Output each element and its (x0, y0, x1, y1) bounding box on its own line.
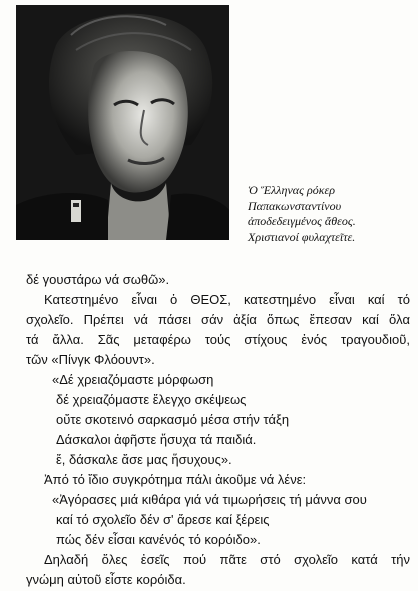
body-line: Κατεστημένο εἶναι ὁ ΘΕΟΣ, κατεστημένο εἶναι καί τό (44, 292, 410, 307)
quote-line: οὔτε σκοτεινό σαρκασμό μέσα στήν τάξη (56, 412, 290, 427)
body-line: σχολεῖο. Πρέπει νά πάσει σάν ἀξία ὅπως ἔπεσαν καί ὅλα (26, 312, 410, 327)
quote-line: πώς δέν εἶσαι κανένός τό κορόιδο». (56, 532, 261, 547)
body-line: Δηλαδή ὅλες ἐσεῖς πού πᾶτε στό σχολεῖο κατά τήν (44, 552, 410, 567)
caption-line: Παπακωνσταντίνου (248, 198, 342, 213)
quote-line: «Δέ χρειαζόμαστε μόρφωση (52, 372, 214, 387)
body-line: Ἀπό τό ἴδιο συγκρότημα πάλι ἀκοῦμε νά λένε: (44, 472, 307, 487)
portrait-photo-icon (16, 5, 229, 240)
portrait-photo (16, 5, 229, 240)
quote-line: Δάσκαλοι ἀφῆστε ἥσυχα τά παιδιά. (56, 432, 257, 447)
quote-line: ἔ, δάσκαλε ἄσε μας ἥσυχους». (56, 452, 232, 467)
caption-line: Χριστιανοί φυλαχτεῖτε. (248, 229, 356, 244)
body-line: δέ γουστάρω νά σωθῶ». (26, 272, 170, 287)
quote-line: «Ἀγόρασες μιά κιθάρα γιά νά τιμωρήσεις τή μάννα σου (52, 492, 367, 507)
body-line: τῶν «Πίνγκ Φλόουντ». (26, 352, 155, 367)
quote-line: καί τό σχολεῖο δέν σ' ἄρεσε καί ξέρεις (56, 512, 270, 527)
body-line: γνώμη αὐτοῦ εἶστε κορόιδα. (26, 572, 186, 587)
caption-line: ἀποδεδειγμένος ἄθεος. (248, 214, 356, 228)
quote-line: δέ χρειαζόμαστε ἔλεγχο σκέψεως (56, 392, 247, 407)
caption-line: Ὁ Ἕλληνας ρόκερ (248, 183, 335, 197)
article-body (26, 270, 410, 590)
body-line: τά ἄλλα. Σᾶς μεταφέρω τούς στίχους ἑνός τραγουδιοῦ, (26, 332, 410, 347)
photo-caption (248, 183, 413, 245)
